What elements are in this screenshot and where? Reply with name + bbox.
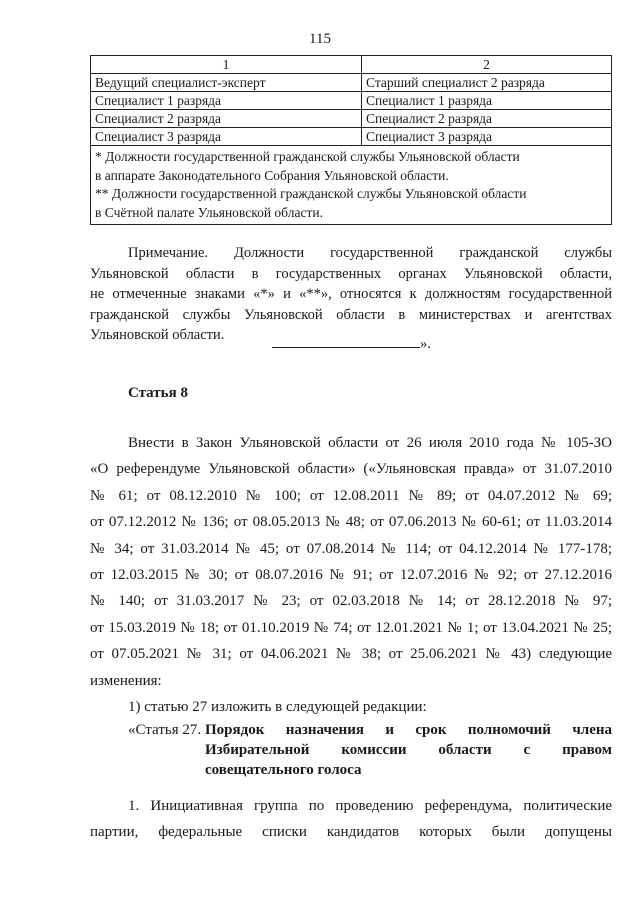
table-header-cell: 2	[362, 56, 612, 74]
article-27-prefix: «Статья 27.	[128, 722, 202, 738]
remark-line: Ульяновской области в государственных органах Ульяновской области,	[90, 265, 612, 282]
table-row	[91, 110, 612, 128]
remark-paragraph	[90, 243, 612, 346]
underline-rule	[272, 335, 420, 348]
table-cell: Старший специалист 2 разряда	[362, 74, 612, 92]
table-cell: Специалист 2 разряда	[362, 110, 612, 128]
body-line: от 15.03.2019 № 18; от 01.10.2019 № 74; от 12.01.2021 № 1; от 13.04.2021 № 25;	[90, 619, 612, 636]
paragraph-line: 1. Инициативная группа по проведению референдума, политические	[128, 798, 612, 814]
body-line: № 140; от 31.03.2017 № 23; от 02.03.2018 № 14; от 28.12.2018 № 97;	[90, 593, 612, 610]
table-header-row	[91, 56, 612, 74]
table-cell: Специалист 1 разряда	[91, 92, 362, 110]
body-line: от 07.12.2012 № 136; от 08.05.2013 № 48; от 07.06.2013 № 60-61; от 11.03.2014	[90, 514, 612, 531]
table-footnote	[91, 146, 612, 225]
closing-quote	[272, 335, 431, 353]
body-line: изменения:	[90, 672, 162, 689]
paragraph-1	[90, 793, 612, 845]
remark-line: не отмеченные знаками «*» и «**», относятся к должностям государственной	[90, 286, 612, 302]
article-27-title	[205, 720, 612, 780]
footnote-line: в аппарате Законодательного Собрания Ульяновской области.	[95, 167, 449, 183]
body-line: от 12.03.2015 № 30; от 08.07.2016 № 91; от 12.07.2016 № 92; от 27.12.2016	[90, 567, 612, 584]
article-27-title-line: совещательного голоса	[205, 762, 362, 778]
table-footnote-row	[91, 146, 612, 225]
table-row	[91, 74, 612, 92]
paragraph-line: партии, федеральные списки кандидатов которых были допущены	[90, 824, 612, 840]
table-cell: Ведущий специалист-эксперт	[91, 74, 362, 92]
body-line: Внести в Закон Ульяновской области от 26 июля 2010 года № 105-ЗО	[128, 435, 612, 451]
table-cell: Специалист 1 разряда	[362, 92, 612, 110]
footnote-line: ** Должности государственной гражданской службы Ульяновской области	[95, 186, 527, 201]
page-number: 115	[309, 31, 331, 47]
remark-line: гражданской службы Ульяновской области в министерствах и агентствах	[90, 306, 612, 323]
article-27-title-line: Порядок назначения и срок полномочий члена	[205, 722, 612, 738]
footnote-line: * Должности государственной гражданской службы Ульяновской области	[95, 149, 520, 164]
body-line: № 61; от 08.12.2010 № 100; от 12.08.2011 № 89; от 04.07.2012 № 69;	[90, 487, 612, 504]
table-header-cell: 1	[91, 56, 362, 74]
positions-table	[90, 55, 612, 225]
body-line: 1) статью 27 изложить в следующей редакции:	[128, 699, 427, 716]
article-heading: Статья 8	[128, 385, 188, 401]
table-cell: Специалист 3 разряда	[91, 128, 362, 146]
table-cell: Специалист 2 разряда	[91, 110, 362, 128]
body-line: от 07.05.2021 № 31; от 04.06.2021 № 38; от 25.06.2021 № 43) следующие	[90, 646, 612, 663]
footnote-line: в Счётной палате Ульяновской области.	[95, 204, 323, 220]
table-row	[91, 92, 612, 110]
body-line: «О референдуме Ульяновской области» («Ульяновская правда» от 31.07.2010	[90, 461, 612, 478]
table-cell: Специалист 3 разряда	[362, 128, 612, 146]
table-row	[91, 128, 612, 146]
remark-line: Примечание. Должности государственной гражданской службы	[128, 245, 612, 261]
remark-line: Ульяновской области.	[90, 327, 225, 343]
body-line: № 34; от 31.03.2014 № 45; от 07.08.2014 № 114; от 04.12.2014 № 177-178;	[90, 540, 612, 557]
article-27-title-line: Избирательной комиссии области с правом	[205, 742, 612, 758]
closing-mark: ».	[420, 336, 431, 352]
article-body	[90, 430, 612, 720]
